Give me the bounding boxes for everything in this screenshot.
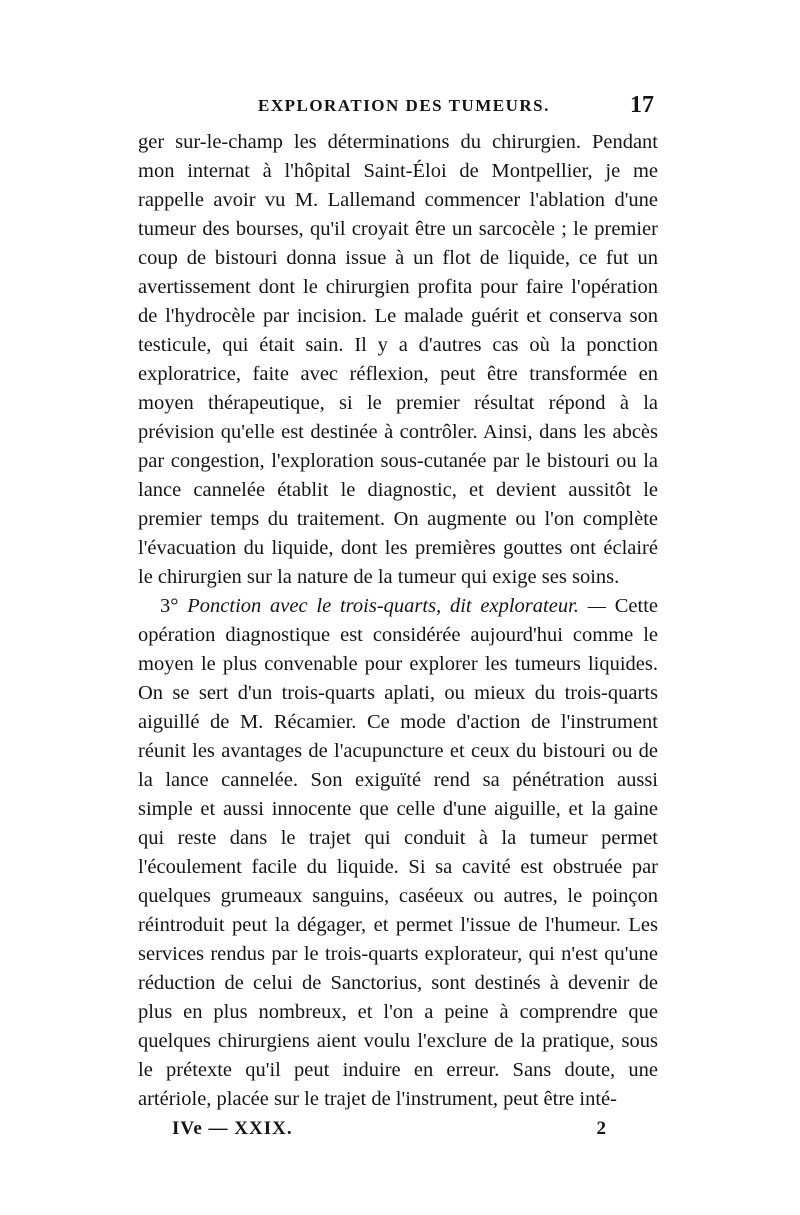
page-footer [138, 1116, 658, 1150]
page-header [138, 94, 658, 128]
printer-signature: IVe — XXIX. [172, 1118, 293, 1139]
body-text [138, 128, 658, 1114]
paragraph-continued [138, 128, 658, 592]
paragraph-section-3 [138, 592, 658, 1114]
running-title: EXPLORATION DES TUMEURS. [258, 96, 550, 115]
section-number: 3° [160, 595, 179, 617]
section-title: Ponction avec le trois-quarts, dit explorateur. — [187, 595, 606, 617]
sheet-number: 2 [596, 1118, 606, 1139]
book-page [138, 94, 658, 1150]
page-number: 17 [630, 92, 654, 118]
paragraph-text: ger sur-le-champ les déterminations du chirurgien. Pendant mon internat à l'hôpital Saint-Éloi de Montpellier, je me rappelle avoir vu M. Lallemand commencer l'ablation d'une tumeur des bourses, qu'il croyait être un sarcocèle ; le premier coup de bistouri donna issue à un flot de liquide, ce fut un avertissement dont le chirurgien profita pour faire l'opération de l'hydrocèle par incision. Le malade guérit et conserva son testicule, qui était sain. Il y a d'autres cas où la ponction exploratrice, faite avec réflexion, peut être transformée en moyen thérapeutique, si le premier résultat répond à la prévision qu'elle est destinée à contrôler. Ainsi, dans les abcès par congestion, l'exploration sous-cutanée par le bistouri ou la lance cannelée établit le diagnostic, et devient aussitôt le premier temps du traitement. On augmente ou l'on complète l'évacuation du liquide, dont les premières gouttes ont éclairé le chirurgien sur la nature de la tumeur qui exige ses soins. [138, 131, 658, 588]
paragraph-text: Cette opération diagnostique est considérée aujourd'hui comme le moyen le plus convenable pour explorer les tumeurs liquides. On se sert d'un trois-quarts aplati, ou mieux du trois-quarts aiguillé de M. Récamier. Ce mode d'action de l'instrument réunit les avantages de l'acupuncture et ceux du bistouri ou de la lance cannelée. Son exiguïté rend sa pénétration aussi simple et aussi innocente que celle d'une aiguille, et la gaine qui reste dans le trajet qui conduit à la tumeur permet l'écoulement facile du liquide. Si sa cavité est obstruée par quelques grumeaux sanguins, caséeux ou autres, le poinçon réintroduit peut la dégager, et permet l'issue de l'humeur. Les services rendus par le trois-quarts explorateur, qui n'est qu'une réduction de celui de Sanctorius, sont destinés à devenir de plus en plus nombreux, et l'on a peine à comprendre que quelques chirurgiens aient voulu l'exclure de la pratique, sous le prétexte qu'il peut induire en erreur. Sans doute, une artériole, placée sur le trajet de l'instrument, peut être inté- [138, 595, 658, 1110]
